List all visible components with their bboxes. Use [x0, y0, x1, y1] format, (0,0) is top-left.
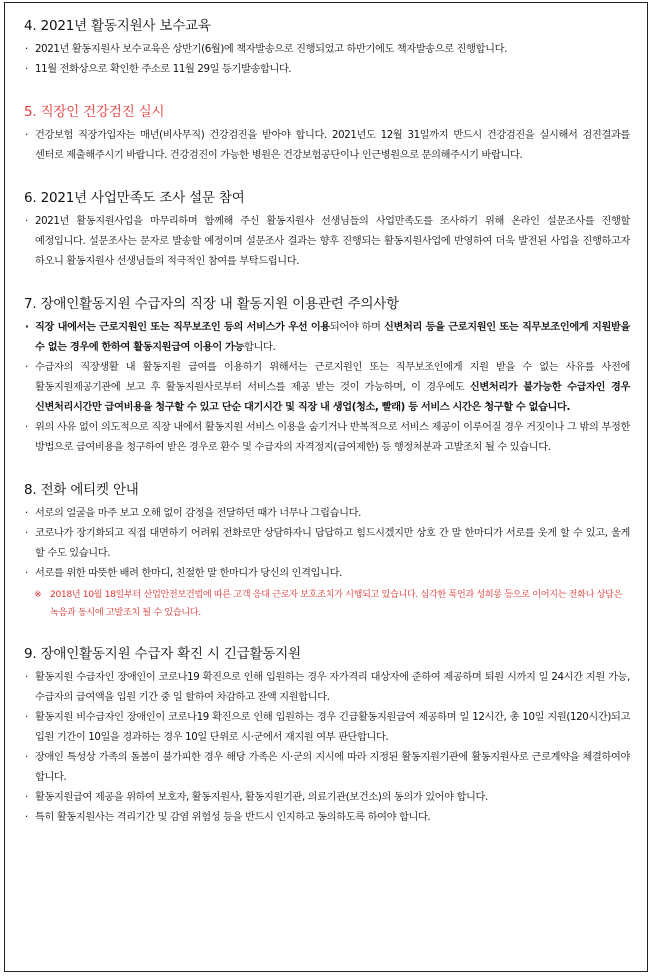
list-item — [24, 318, 630, 358]
list-item: · 2021년 활동지원사업을 마무리하며 함께해 주신 활동지원사 선생님들의 사업만족도를 조사하기 위해 온라인 설문조사를 진행할 예정입니다. 설문조사는 문자로 발송할 예정이며 설문조사 결과는 향후 진행되는 활동지원사업에 반영하여 더욱 발전된 사업을 진행하고자 하오니 활동지원사 선생님들의 적극적인 참여를 부탁드립니다. — [24, 212, 630, 272]
list-item — [24, 358, 630, 418]
list-item: · 장애인 특성상 가족의 돌봄이 불가피한 경우 해당 가족은 시·군의 지시에 따라 지정된 활동지원기관에 활동지원사로 근로계약을 체결하여야 합니다. — [24, 748, 630, 788]
emphasis-text: 직장 내에서는 근로지원인 또는 직무보조인 등의 서비스가 우선 이용 — [35, 322, 330, 333]
section-7-heading: 7. 장애인활동지원 수급자의 직장 내 활동지원 이용관련 주의사항 — [24, 296, 399, 312]
list-item: · 11월 전화상으로 확인한 주소로 11월 29일 등기발송합니다. — [24, 60, 630, 80]
body-text: 수급자의 직장생활 내 활동지원 급여를 이용하기 위해서는 근로지원인 또는 직무보조인에게 지원 받을 수 없는 사유를 사전에 활동지원제공기관에 보고 후 활동지원사로부터 서비스를 제공 받는 것이 가능하며, 이 경우에도 — [35, 362, 630, 393]
section-9 — [24, 644, 630, 828]
reference-mark: ※ — [34, 589, 42, 600]
warning-note-text: 2018년 10월 18일부터 산업안전보건법에 따른 고객 응대 근로자 보호조치가 시행되고 있습니다. 심각한 폭언과 성희롱 등으로 이어지는 전화나 상담은 녹음과 동시에 고발조치 될 수 있습니다. — [50, 589, 623, 618]
list-item: · 건강보험 직장가입자는 매년(비사무직) 건강검진을 받아야 합니다. 2021년도 12월 31일까지 반드시 건강검진을 실시해서 검진결과를 센터로 제출해주시기 바랍니다. 건강검진이 가능한 병원은 건강보험공단이나 인근병원으로 문의해주시기 바랍니다. — [24, 126, 630, 166]
list-item: · 코로나가 장기화되고 직접 대면하기 어려워 전화로만 상담하자니 답답하고 힘드시겠지만 상호 간 말 한마디가 서로를 웃게 할 수 있고, 울게 할 수도 있습니다. — [24, 524, 630, 564]
section-6-heading: 6. 2021년 사업만족도 조사 설문 참여 — [24, 190, 245, 206]
list-item: · 활동지원 수급자인 장애인이 코로나19 확진으로 인해 입원하는 경우 자가격리 대상자에 준하여 제공하며 퇴원 시까지 일 24시간 지원 가능, 수급자의 급여액을 입원 기간 중 일 할하여 차감하고 잔액 지원합니다. — [24, 668, 630, 708]
list-item: · 활동지원 비수급자인 장애인이 코로나19 확진으로 인해 입원하는 경우 긴급활동지원급여 제공하며 일 12시간, 총 10일 지원(120시간)되고 입원 기간이 10일을 경과하는 경우 10일 단위로 시·군에서 재지원 여부 판단합니다. — [24, 708, 630, 748]
list-item: · 서로를 위한 따뜻한 배려 한마디, 친절한 말 한마디가 당신의 인격입니다. — [24, 564, 630, 584]
warning-note — [24, 586, 630, 622]
list-item: · 위의 사유 없이 의도적으로 직장 내에서 활동지원 서비스 이용을 숨기거나 반복적으로 서비스 제공이 이루어질 경우 거짓이나 그 밖의 부정한 방법으로 급여비용을 청구하여 받은 경우로 환수 및 수급자의 자격정지(급여제한) 등 행정처분과 고발조치 될 수 있습니다. — [24, 418, 630, 458]
section-5-heading: 5. 직장인 건강검진 실시 — [24, 104, 165, 120]
section-4 — [24, 16, 630, 80]
section-6 — [24, 188, 630, 272]
list-item: · 특히 활동지원사는 격리기간 및 감염 위험성 등을 반드시 인지하고 동의하도록 하여야 합니다. — [24, 808, 630, 828]
body-text: 되어야 하며 — [329, 322, 384, 333]
section-8-heading: 8. 전화 에티켓 안내 — [24, 482, 139, 498]
section-4-heading: 4. 2021년 활동지원사 보수교육 — [24, 18, 211, 34]
section-8 — [24, 480, 630, 622]
section-5 — [24, 102, 630, 166]
list-item: · 서로의 얼굴을 마주 보고 오해 없이 감정을 전달하던 때가 너무나 그립습니다. — [24, 504, 630, 524]
notice-content — [24, 16, 630, 850]
emphasis-text: 신변처리 등을 근로지원인 또는 직무보조인에게 지원받을 수 없는 경우에 한하여 활동지원급여 이용이 가능 — [35, 322, 630, 353]
section-7 — [24, 294, 630, 458]
body-text: 합니다. — [244, 342, 276, 353]
section-9-heading: 9. 장애인활동지원 수급자 확진 시 긴급활동지원 — [24, 646, 301, 662]
list-item: · 2021년 활동지원사 보수교육은 상반기(6월)에 책자발송으로 진행되었고 하반기에도 책자발송으로 진행합니다. — [24, 40, 630, 60]
list-item: · 활동지원급여 제공을 위하여 보호자, 활동지원사, 활동지원기관, 의료기관(보건소)의 동의가 있어야 합니다. — [24, 788, 630, 808]
emphasis-text: 신변처리가 불가능한 수급자인 경우 신변처리시간만 급여비용을 청구할 수 있고 단순 대기시간 및 직장 내 생업(청소, 빨래) 등 서비스 시간은 청구할 수 없습니다. — [35, 382, 630, 413]
